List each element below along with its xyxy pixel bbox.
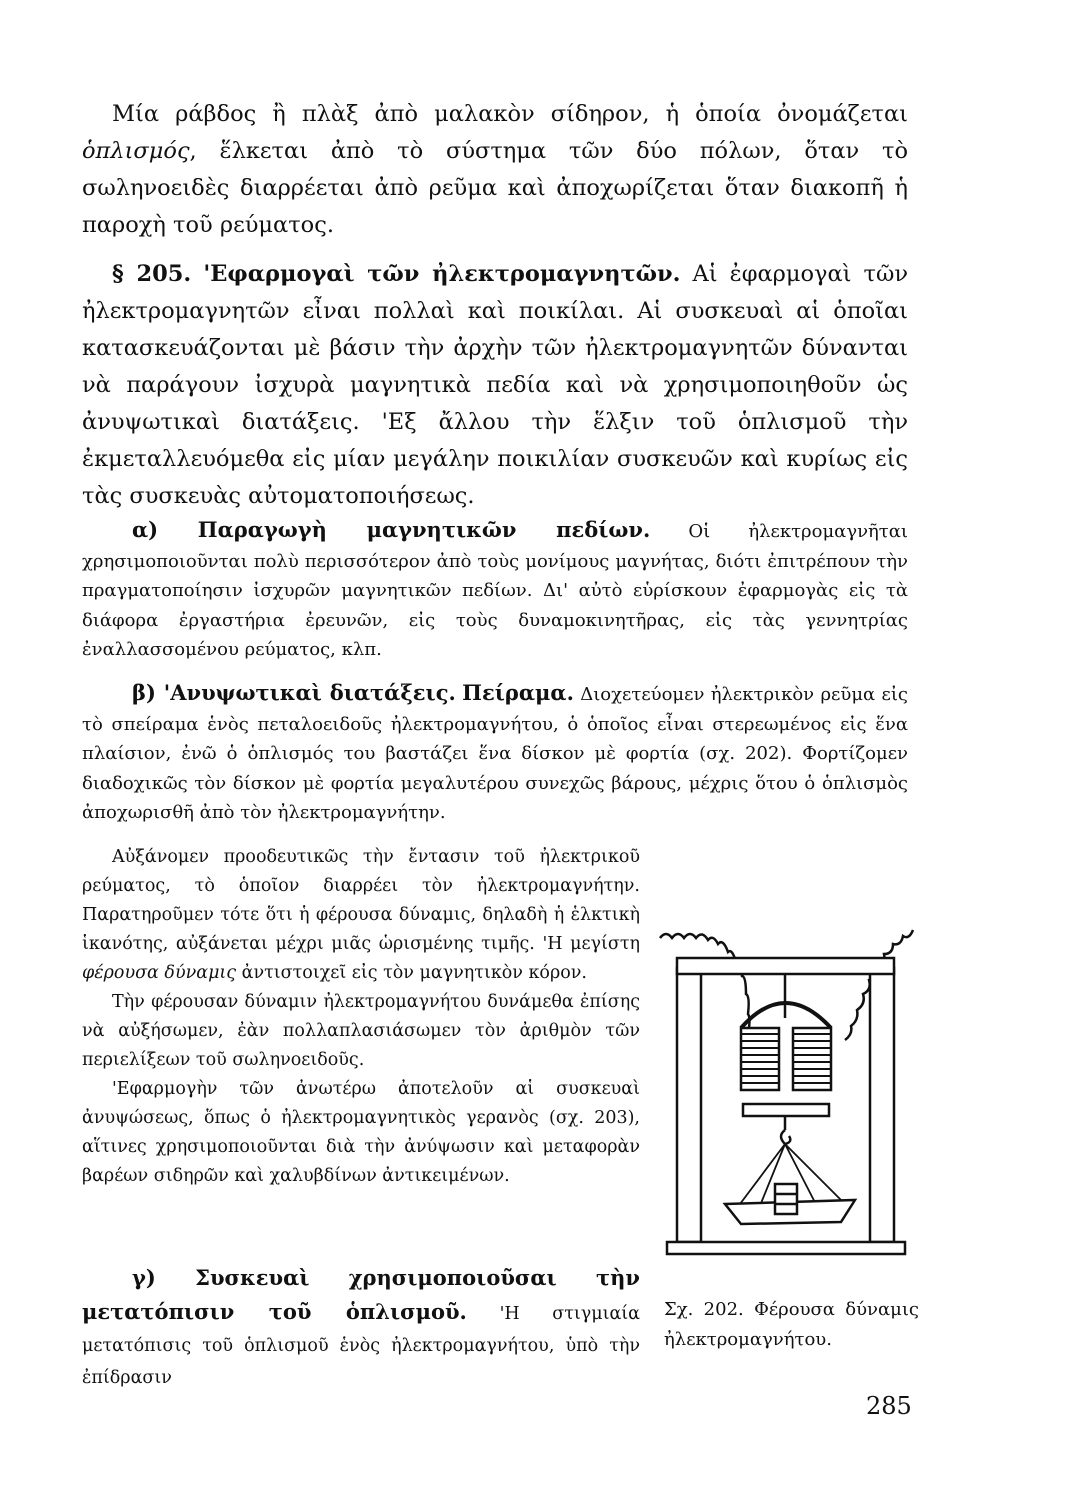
column-p1-term: φέρουσα δύναμις [82,963,237,983]
intro-paragraph [82,96,908,244]
intro-term: ὁπλισμός [82,138,190,164]
intro-text-2: , ἕλκεται ἀπὸ τὸ σύστημα τῶν δύο πόλων, ὅταν τὸ σωληνοειδὲς διαρρέεται ἀπὸ ρεῦμα καὶ ἀποχωρίζεται ὅταν διακοπῆ ἡ παροχὴ τοῦ ρεύματος. [82,138,908,238]
experiment-label: Πείραμα. [462,680,574,705]
subsection-c-heading: γ) Συσκευαὶ χρησιμοποιοῦσαι τὴν μετατόπισιν τοῦ ὁπλισμοῦ. [82,1265,640,1324]
armature-plate [743,1104,829,1116]
figure-caption: Σχ. 202. Φέρουσα δύναμις ἠλεκτρομαγνήτου. [664,1299,919,1350]
subsection-c-body: 'Η στιγμιαία μετατόπισις τοῦ ὁπλισμοῦ ἑνὸς ἠλεκτρομαγνήτου, ὑπὸ τὴν ἐπίδρασιν [82,1304,640,1388]
subsection-b-body: Διοχετεύομεν ἠλεκτρικὸν ρεῦμα εἰς τὸ σπείραμα ἑνὸς πεταλοειδοῦς ἠλεκτρομαγνήτου, ὁ ὁποῖος εἶναι στερεωμένος εἰς ἕνα πλαίσιον, ἐνῶ ὁ ὁπλισμός του βαστάζει ἕνα δίσκον μὲ φορτία (σχ. 202). Φορτίζομεν διαδοχικῶς τὸν δίσκον μὲ φορτία μεγαλυτέρου συνεχῶς βάρους, μέχρις ὅτου ὁ ὁπλισμὸς ἀποχωρισθῆ ἀπὸ τὸν ἠλεκτρομαγνήτην. [82,684,908,823]
subsection-b [82,678,908,828]
left-post [677,968,701,1242]
left-column [82,843,640,1191]
top-beam [677,958,894,974]
left-coil [741,1028,779,1090]
section-body: Αἱ ἐφαρμογαὶ τῶν ἠλεκτρομαγνητῶν εἶναι πολλαὶ καὶ ποικίλαι. Αἱ συσκευαὶ αἱ ὁποῖαι κατασκευάζονται μὲ βάσιν τὴν ἀρχὴν τῶν ἠλεκτρομαγνητῶν δύνανται νὰ παράγουν ἰσχυρὰ μαγνητικὰ πεδία καὶ νὰ χρησιμοποιηθοῦν ὡς ἀνυψωτικαὶ διατάξεις. 'Εξ ἄλλου τὴν ἕλξιν τοῦ ὁπλισμοῦ τὴν ἐκμεταλλευόμεθα εἰς μίαν μεγάλην ποικιλίαν συσκευῶν καὶ κυρίως εἰς τὰς συσκευὰς αὐτοματοποιήσεως. [82,261,909,509]
base-board [667,1242,905,1254]
left-coiled-wire [660,934,750,1054]
column-p1-after: ἀντιστοιχεῖ εἰς τὸν μαγνητικὸν κόρον. [236,963,587,983]
electromagnet-figure [655,918,920,1258]
hook [781,1130,790,1144]
right-post [870,968,894,1242]
weight-stack [775,1184,797,1214]
intro-text-1: Μία ράβδος ἢ πλὰξ ἀπὸ μαλακὸν σίδηρον, ἡ ὁποία ὀνομάζεται [112,101,908,127]
page-number: 285 [866,1392,912,1420]
subsection-b-heading: β) 'Ανυψωτικαὶ διατάξεις. [132,680,456,705]
column-paragraph-3: 'Εφαρμογὴν τῶν ἀνωτέρω ἀποτελοῦν αἱ συσκευαὶ ἀνυψώσεως, ὅπως ὁ ἠλεκτρομαγνητικὸς γερανὸς (σχ. 203), αἵτινες χρησιμοποιοῦνται διὰ τὴν ἀνύψωσιν καὶ μεταφορὰν βαρέων σιδηρῶν καὶ χαλυβδίνων ἀντικειμένων. [82,1079,640,1186]
right-coil [793,1028,831,1090]
column-p1-before: Αὐξάνομεν προοδευτικῶς τὴν ἔντασιν τοῦ ἠλεκτρικοῦ ρεύματος, τὸ ὁποῖον διαρρέει τὸν ἠλεκτρομαγνήτην. Παρατηροῦμεν τότε ὅτι ἡ φέρουσα δύναμις, δηλαδὴ ἡ ἑλκτικὴ ἱκανότης, αὐξάνεται μέχρι μιᾶς ὡρισμένης τιμῆς. 'Η μεγίστη [82,847,640,954]
section-205 [82,256,908,515]
column-paragraph-2: Τὴν φέρουσαν δύναμιν ἠλεκτρομαγνήτου δυνάμεθα ἐπίσης νὰ αὐξήσωμεν, ἐὰν πολλαπλασιάσωμεν τὸν ἀριθμὸν τῶν περιελίξεων τοῦ σωληνοειδοῦς. [82,992,640,1070]
section-number: § 205. [112,261,192,287]
section-heading: 'Εφαρμογαὶ τῶν ἠλεκτρομαγνητῶν. [203,261,681,287]
subsection-a-heading: α) Παραγωγὴ μαγνητικῶν πεδίων. [132,517,651,542]
subsection-c [82,1262,640,1394]
subsection-a [82,515,908,665]
subsection-a-body: Οἱ ἠλεκτρομαγνῆται χρησιμοποιοῦνται πολὺ περισσότερον ἀπὸ τοὺς μονίμους μαγνήτας, διότι ἐπιτρέπουν τὴν πραγματοποίησιν ἰσχυρῶν μαγνητικῶν πεδίων. Δι' αὐτὸ εὑρίσκουν ἐφαρμογὰς εἰς τὰ διάφορα ἐργαστήρια ἐρευνῶν, εἰς τοὺς δυναμοκινητῆρας, εἰς τὰς γεννητρίας ἐναλλασσομένου ρεύματος, κλπ. [82,521,908,660]
column-paragraph-1 [82,843,640,988]
